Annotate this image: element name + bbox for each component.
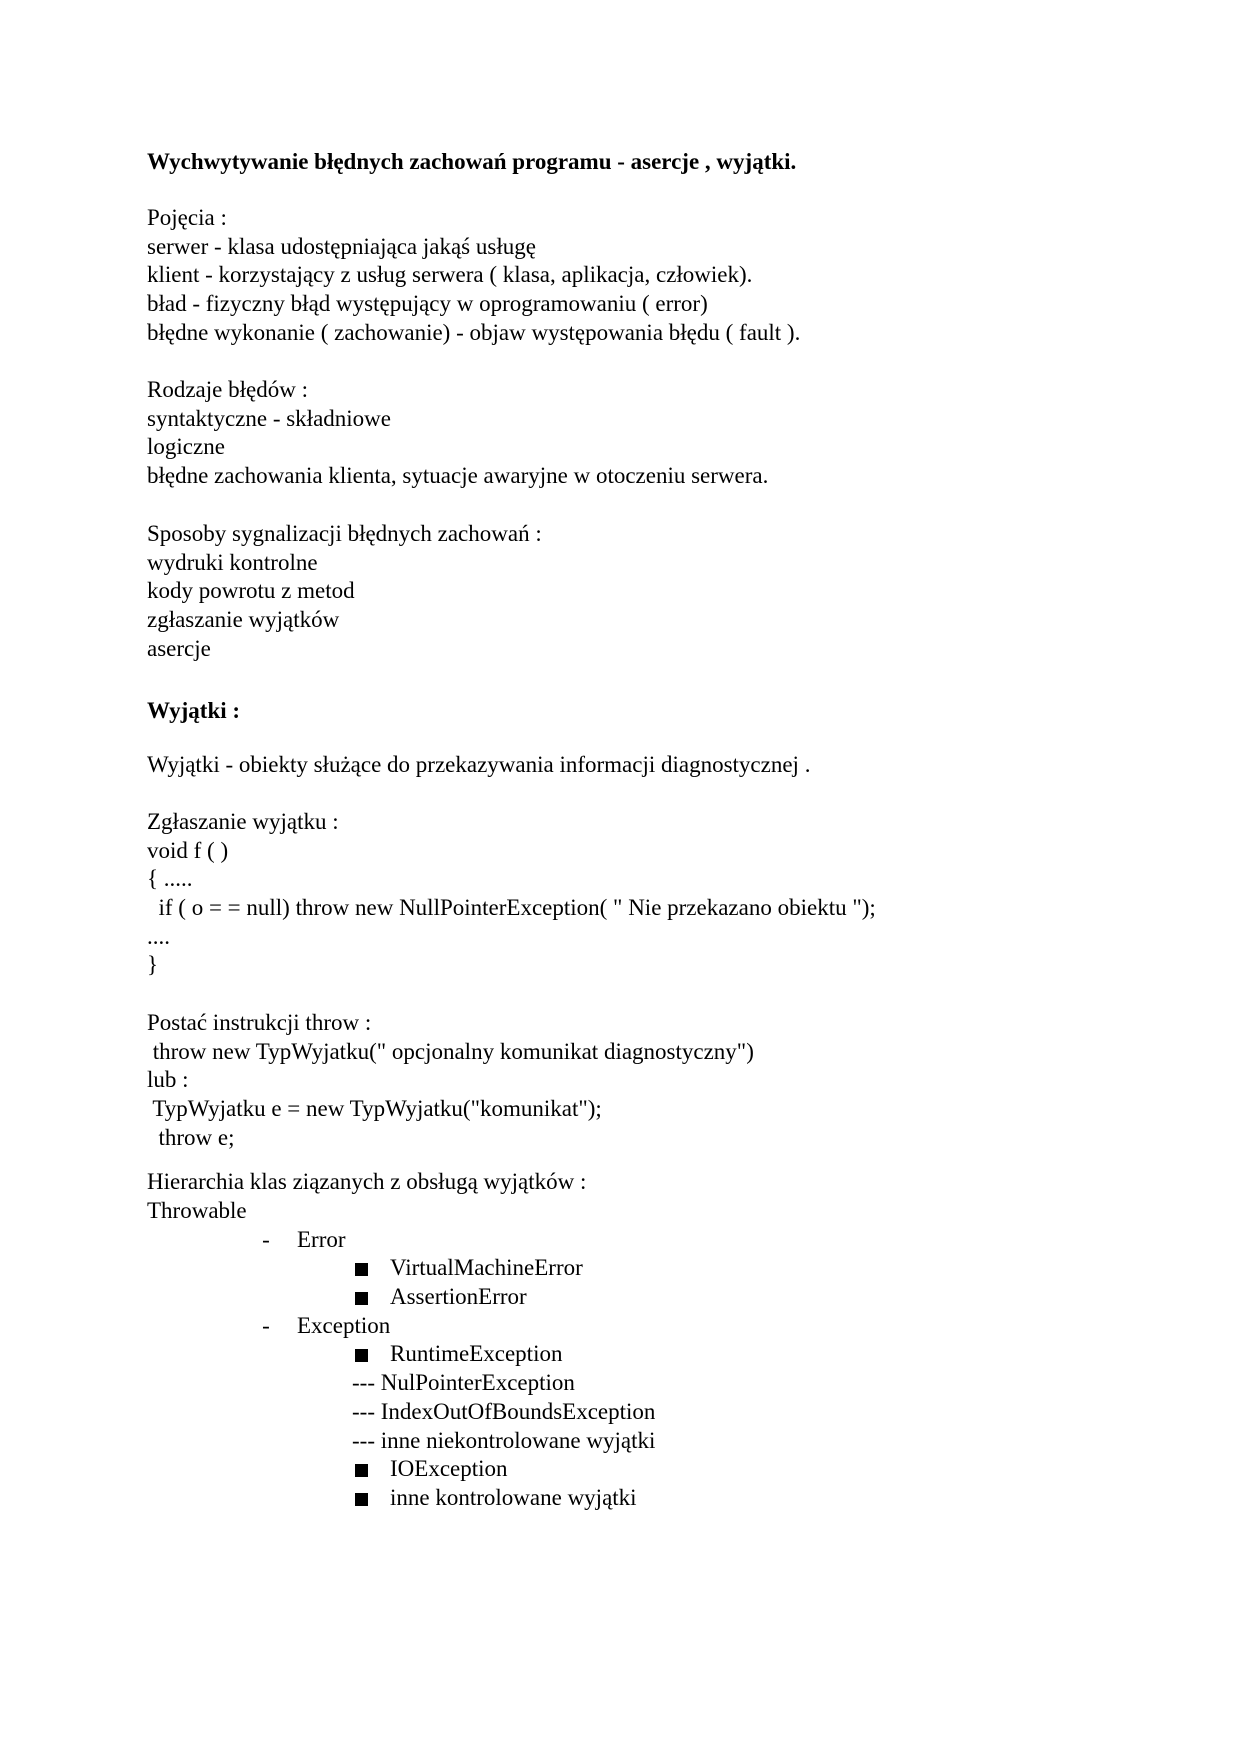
exceptions-definition-block — [147, 751, 810, 780]
exceptions-heading: Wyjątki : — [147, 698, 241, 723]
throwing-section — [147, 808, 876, 980]
hierarchy-heading: Hierarchia klas ziązanych z obsługą wyjątków : — [147, 1169, 587, 1194]
error-type-line: logiczne — [147, 434, 225, 460]
exception-label: Exception — [297, 1312, 391, 1338]
square-bullet-icon — [355, 1263, 368, 1276]
code-line: throw new TypWyjatku(" opcjonalny komunikat diagnostyczny") — [147, 1038, 754, 1064]
square-bullet-icon — [355, 1292, 368, 1305]
assertion-error-label: AssertionError — [390, 1284, 527, 1310]
error-type-line: syntaktyczne - składniowe — [147, 405, 391, 431]
error-type-line: błędne zachowania klienta, sytuacje awaryjne w otoczeniu serwera. — [147, 463, 769, 489]
error-label: Error — [297, 1226, 346, 1252]
io-exception-label: IOException — [390, 1456, 508, 1482]
concept-line: błędne wykonanie ( zachowanie) - objaw występowania błędu ( fault ). — [147, 319, 801, 345]
dash-bullet: - — [262, 1312, 270, 1338]
null-pointer-exception-label: --- NulPointerException — [352, 1370, 575, 1396]
signaling-line: zgłaszanie wyjątków — [147, 607, 340, 633]
concept-line: bład - fizyczny błąd występujący w oprogramowaniu ( error) — [147, 291, 708, 317]
signaling-heading: Sposoby sygnalizacji błędnych zachowań : — [147, 521, 542, 546]
code-line: } — [147, 952, 159, 978]
signaling-line: kody powrotu z metod — [147, 578, 355, 604]
error-types-heading: Rodzaje błędów : — [147, 377, 308, 402]
concept-line: klient - korzystający z usług serwera ( klasa, aplikacja, człowiek). — [147, 262, 753, 288]
hierarchy-heading-block — [147, 1168, 586, 1197]
square-bullet-icon — [355, 1464, 368, 1477]
other-unchecked-label: --- inne niekontrolowane wyjątki — [352, 1427, 656, 1453]
throwing-heading: Zgłaszanie wyjątku : — [147, 809, 339, 834]
runtime-exception-label: RuntimeException — [390, 1341, 563, 1367]
concept-line: serwer - klasa udostępniająca jakąś usługę — [147, 233, 536, 259]
code-line: { ..... — [147, 866, 193, 892]
throw-form-heading: Postać instrukcji throw : — [147, 1010, 372, 1035]
virtual-machine-error-label: VirtualMachineError — [390, 1255, 583, 1281]
error-types-section — [147, 376, 768, 491]
code-line: .... — [147, 923, 170, 949]
code-line: if ( o = = null) throw new NullPointerException( " Nie przekazano obiektu "); — [147, 895, 876, 921]
index-out-of-bounds-label: --- IndexOutOfBoundsException — [352, 1398, 656, 1424]
signaling-line: wydruki kontrolne — [147, 549, 318, 575]
code-line: throw e; — [147, 1124, 235, 1150]
document-title: Wychwytywanie błędnych zachowań programu - asercje , wyjątki. — [147, 149, 797, 174]
exceptions-definition: Wyjątki - obiekty służące do przekazywania informacji diagnostycznej . — [147, 752, 811, 777]
signaling-line: asercje — [147, 635, 211, 661]
code-line: TypWyjatku e = new TypWyjatku("komunikat"); — [147, 1096, 602, 1122]
code-line: void f ( ) — [147, 837, 229, 863]
square-bullet-icon — [355, 1349, 368, 1362]
other-checked-label: inne kontrolowane wyjątki — [390, 1484, 637, 1510]
concepts-heading: Pojęcia : — [147, 205, 227, 230]
signaling-section — [147, 520, 542, 663]
concepts-section — [147, 204, 800, 347]
throwable-label: Throwable — [147, 1198, 247, 1223]
code-line: lub : — [147, 1067, 189, 1093]
dash-bullet: - — [262, 1226, 270, 1252]
square-bullet-icon — [355, 1493, 368, 1506]
throw-form-section — [147, 1009, 754, 1152]
